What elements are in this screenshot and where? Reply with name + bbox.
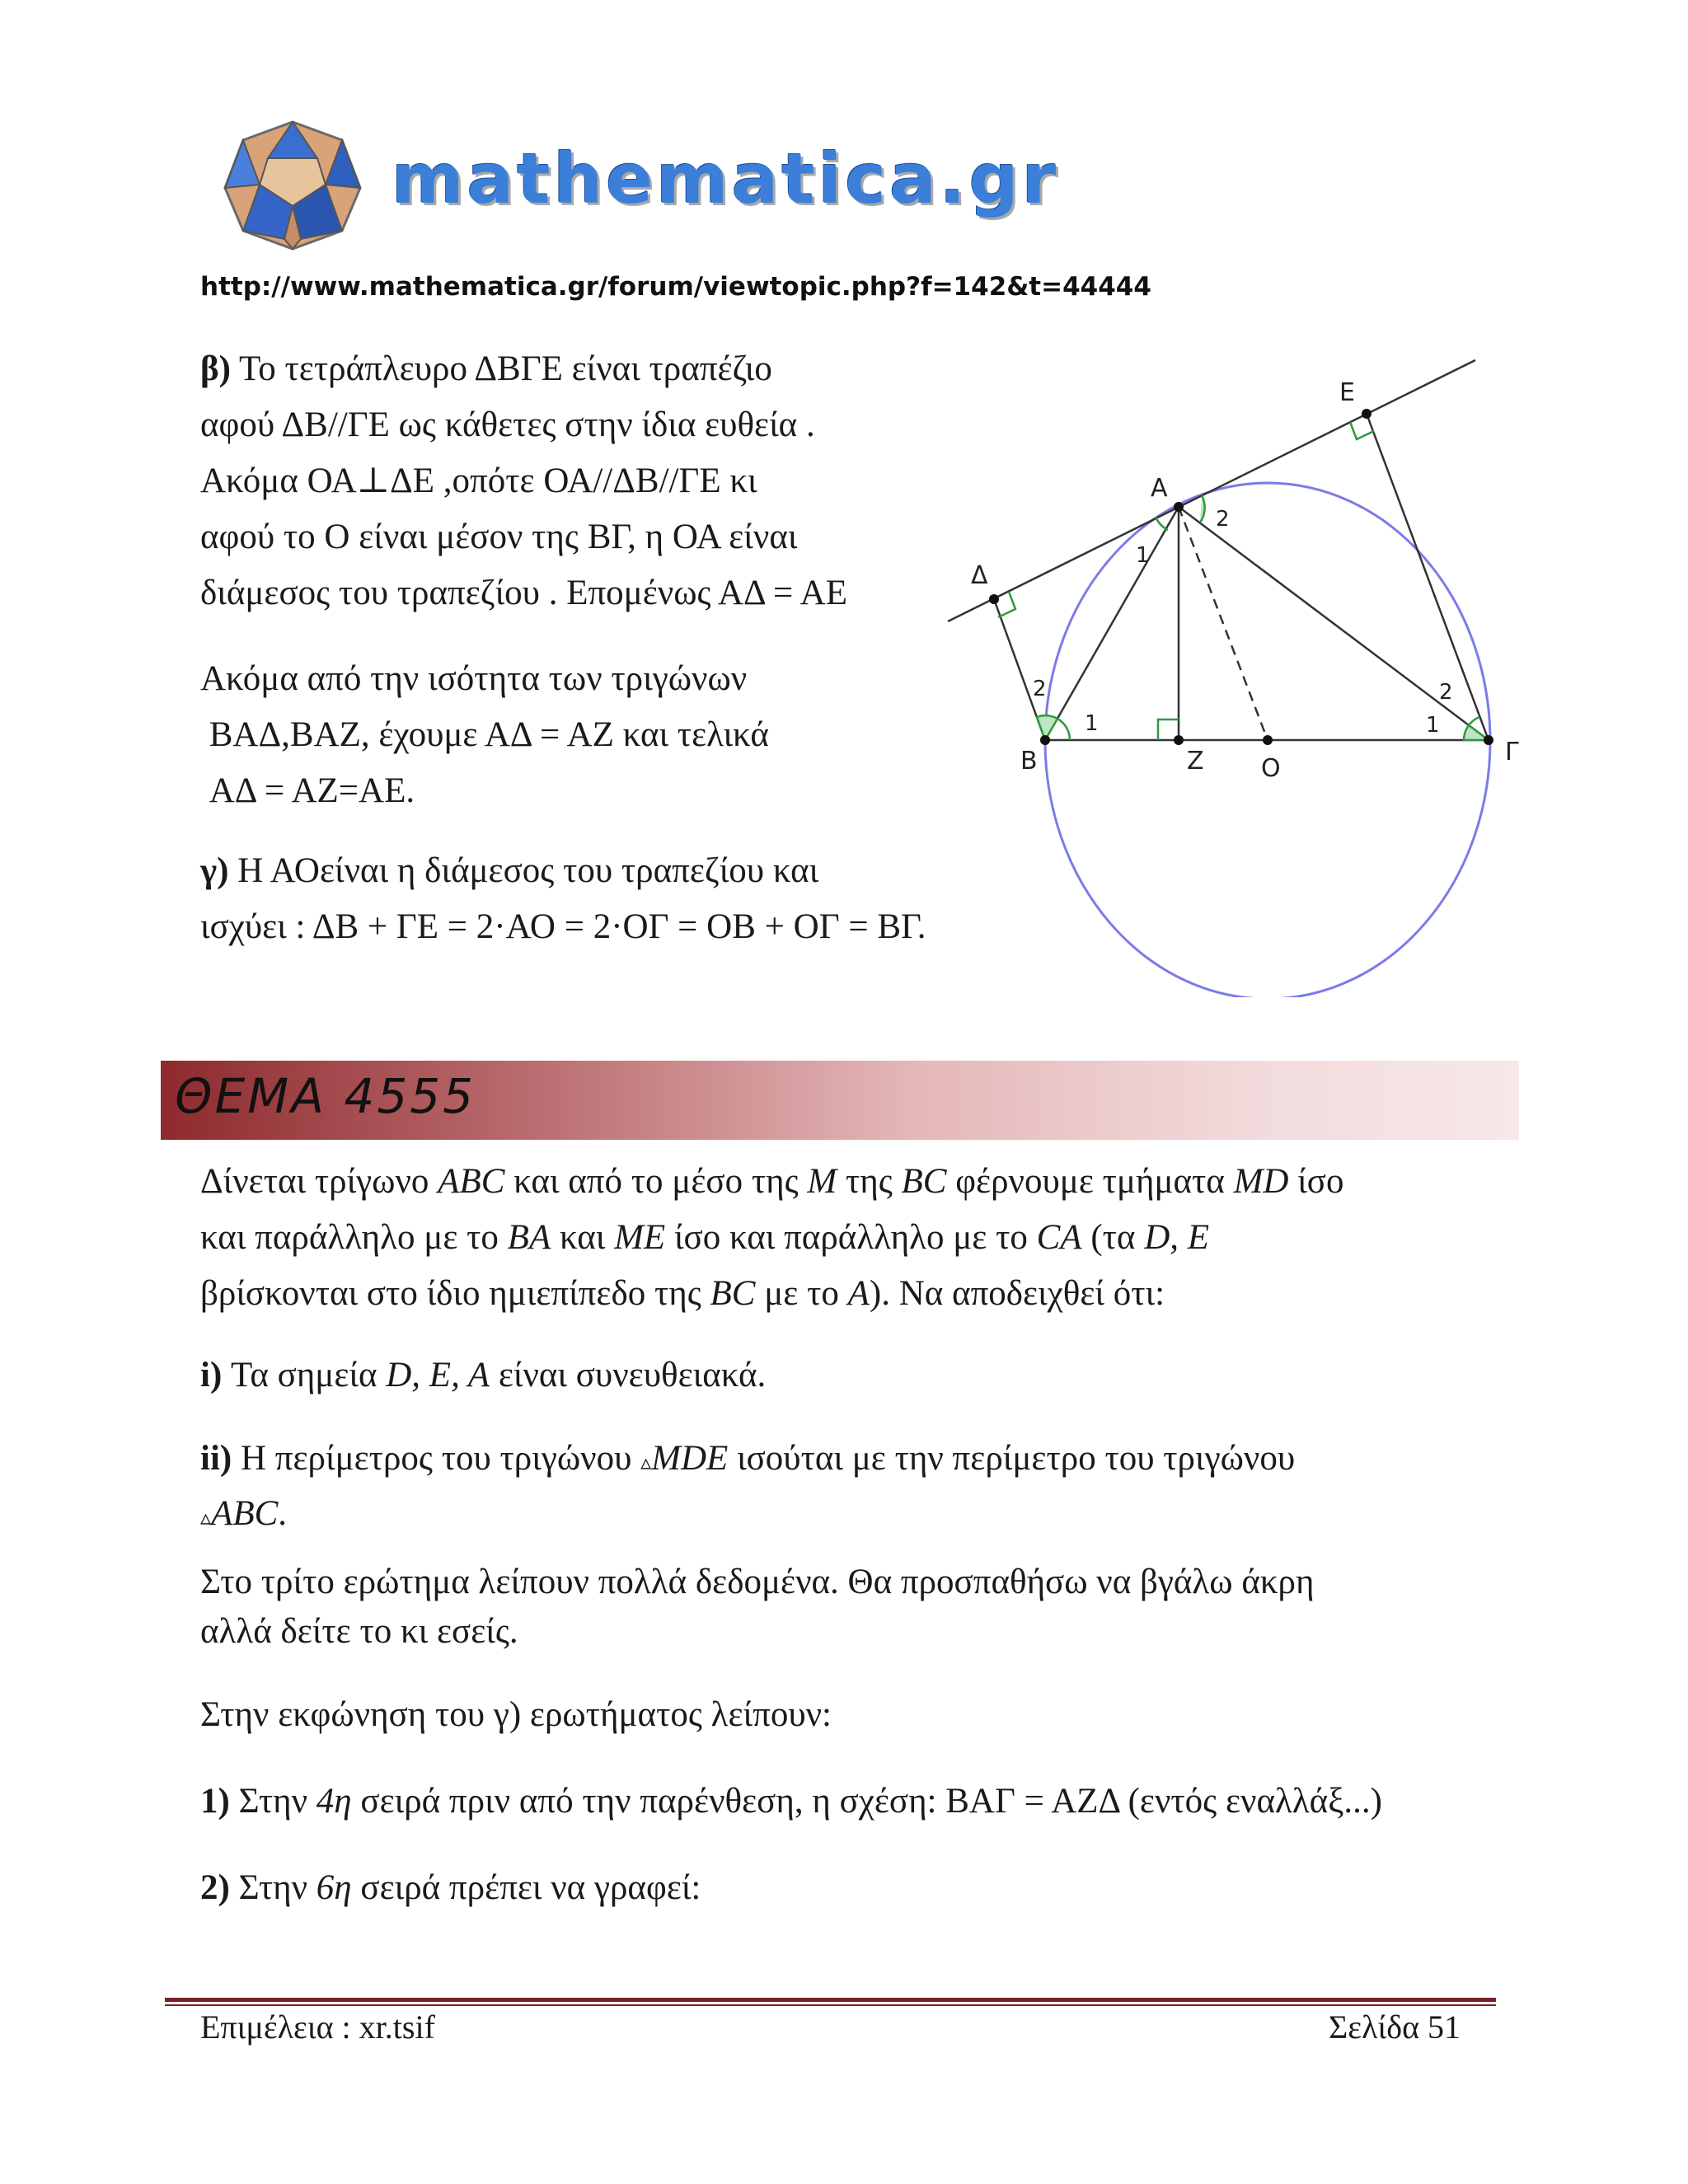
note-intro: Στην εκφώνηση του γ) ερωτήματος λείπουν: <box>200 1695 832 1734</box>
part-b-line-1: β) Το τετράπλευρο ΔΒΓΕ είναι τραπέζιο <box>200 349 772 388</box>
angle-arc-B1 <box>1057 719 1070 740</box>
geometry-figure <box>940 346 1688 997</box>
problem-line-3: βρίσκονται στο ίδιο ημιεπίπεδο της BC με το A). Να αποδειχθεί ότι: <box>200 1274 1165 1313</box>
problem-line-2: και παράλληλο με το BA και ME ίσο και παράλληλο με το CA (τα D, E <box>200 1218 1210 1257</box>
angle-arc-A1 <box>1156 517 1168 530</box>
note-item-1: 1) Στην 4η σειρά πριν από την παρένθεση, η σχέση: ΒΑΓ = ΑΖΔ (εντός εναλλάξ...) <box>200 1782 1382 1821</box>
segment-EG <box>1367 414 1489 740</box>
label-angle-B2: 2 <box>1033 677 1047 701</box>
point-B <box>1040 735 1050 745</box>
source-url[interactable]: http://www.mathematica.gr/forum/viewtopic.php?f=142&t=44444 <box>200 272 1151 302</box>
note-line-1: Στο τρίτο ερώτημα λείπουν πολλά δεδομένα. Θα προσπαθήσω να βγάλω άκρη <box>200 1563 1315 1601</box>
footer-author: Επιμέλεια : xr.tsif <box>200 2008 435 2046</box>
footer-rule <box>165 1998 1496 2002</box>
part-b2-line-1: Ακόμα από την ισότητα των τριγώνων <box>200 659 748 698</box>
problem-statement <box>200 1154 1519 1322</box>
item-ii-line-2: ▵ABC. <box>200 1494 288 1533</box>
label-O: Ο <box>1261 754 1281 783</box>
point-O <box>1263 735 1273 745</box>
part-b-line-5: διάμεσος του τραπεζίου . Επομένως ΑΔ = ΑΕ <box>200 574 847 612</box>
part-b-label: β) <box>200 349 231 388</box>
note-item-2-label: 2) <box>200 1868 230 1907</box>
part-c <box>200 843 942 955</box>
item-i: i) Τα σημεία D, E, A είναι συνευθειακά. <box>200 1356 767 1394</box>
label-angle-B1: 1 <box>1085 711 1099 736</box>
note-block <box>200 1558 1536 1657</box>
point-Z <box>1174 735 1184 745</box>
angle-arc-G2 <box>1469 717 1479 725</box>
part-b-line-4: αφού το Ο είναι μέσον της ΒΓ, η ΟΑ είναι <box>200 518 798 556</box>
part-b2-line-3: ΑΔ = ΑΖ=ΑΕ. <box>209 771 415 810</box>
item-ii-line-1: ii) Η περίμετρος του τριγώνου ▵MDE ισούται με την περίμετρο του τριγώνου <box>200 1439 1296 1478</box>
item-ii-label: ii) <box>200 1439 232 1478</box>
part-b-line-3: Ακόμα ΟΑ⊥ΔΕ ,οπότε ΟΑ//ΔΒ//ΓΕ κι <box>200 462 757 500</box>
label-angle-A1: 1 <box>1136 543 1150 568</box>
part-c-label: γ) <box>200 851 229 890</box>
logo <box>218 115 1060 239</box>
point-G <box>1484 735 1493 745</box>
part-b <box>200 341 917 621</box>
part-c-line-2: ισχύει : ΔΒ + ΓΕ = 2·ΑΟ = 2·ΟΓ = ΟΒ + ΟΓ = ΒΓ. <box>200 907 926 946</box>
item-ii <box>200 1431 1519 1546</box>
segment-AO <box>1179 507 1268 740</box>
label-angle-G2: 2 <box>1439 680 1453 705</box>
label-angle-G1: 1 <box>1426 713 1440 738</box>
point-D <box>989 594 999 604</box>
logo-text: mathematica.gr <box>392 138 1060 219</box>
part-c-line-1: γ) Η ΑΟείναι η διάμεσος του τραπεζίου και <box>200 851 819 890</box>
polyhedron-logo-icon <box>218 115 367 255</box>
part-b-line-2: αφού ΔΒ//ΓΕ ως κάθετες στην ίδια ευθεία . <box>200 405 815 444</box>
label-E: Ε <box>1339 378 1355 407</box>
label-G: Γ <box>1505 738 1519 766</box>
point-A <box>1174 502 1184 512</box>
note-item-1-label: 1) <box>200 1782 230 1821</box>
problem-line-1: Δίνεται τρίγωνο ABC και από το μέσο της M της BC φέρνουμε τμήματα MD ίσο <box>200 1162 1344 1201</box>
part-b2-line-2: ΒΑΔ,ΒΑΖ, έχουμε ΑΔ = ΑΖ και τελικά <box>209 715 769 754</box>
label-D: Δ <box>971 561 988 590</box>
segment-AB <box>1045 507 1179 740</box>
note-line-2: αλλά δείτε το κι εσείς. <box>200 1612 518 1651</box>
label-Z: Ζ <box>1187 747 1204 776</box>
point-E <box>1362 409 1372 419</box>
footer-rule-thin <box>165 2004 1496 2006</box>
footer-page-number: Σελίδα 51 <box>1329 2008 1461 2046</box>
label-angle-A2: 2 <box>1216 507 1230 532</box>
segment-AG <box>1179 507 1489 740</box>
item-i-label: i) <box>200 1356 223 1394</box>
angle-arc-A2 <box>1200 495 1205 523</box>
section-title: ΘΕΜΑ 4555 <box>175 1068 476 1124</box>
label-B: Β <box>1020 747 1038 776</box>
part-b-continued <box>200 651 917 819</box>
label-A: Α <box>1151 474 1168 503</box>
note-item-2: 2) Στην 6η σειρά πρέπει να γραφεί: <box>200 1868 701 1907</box>
